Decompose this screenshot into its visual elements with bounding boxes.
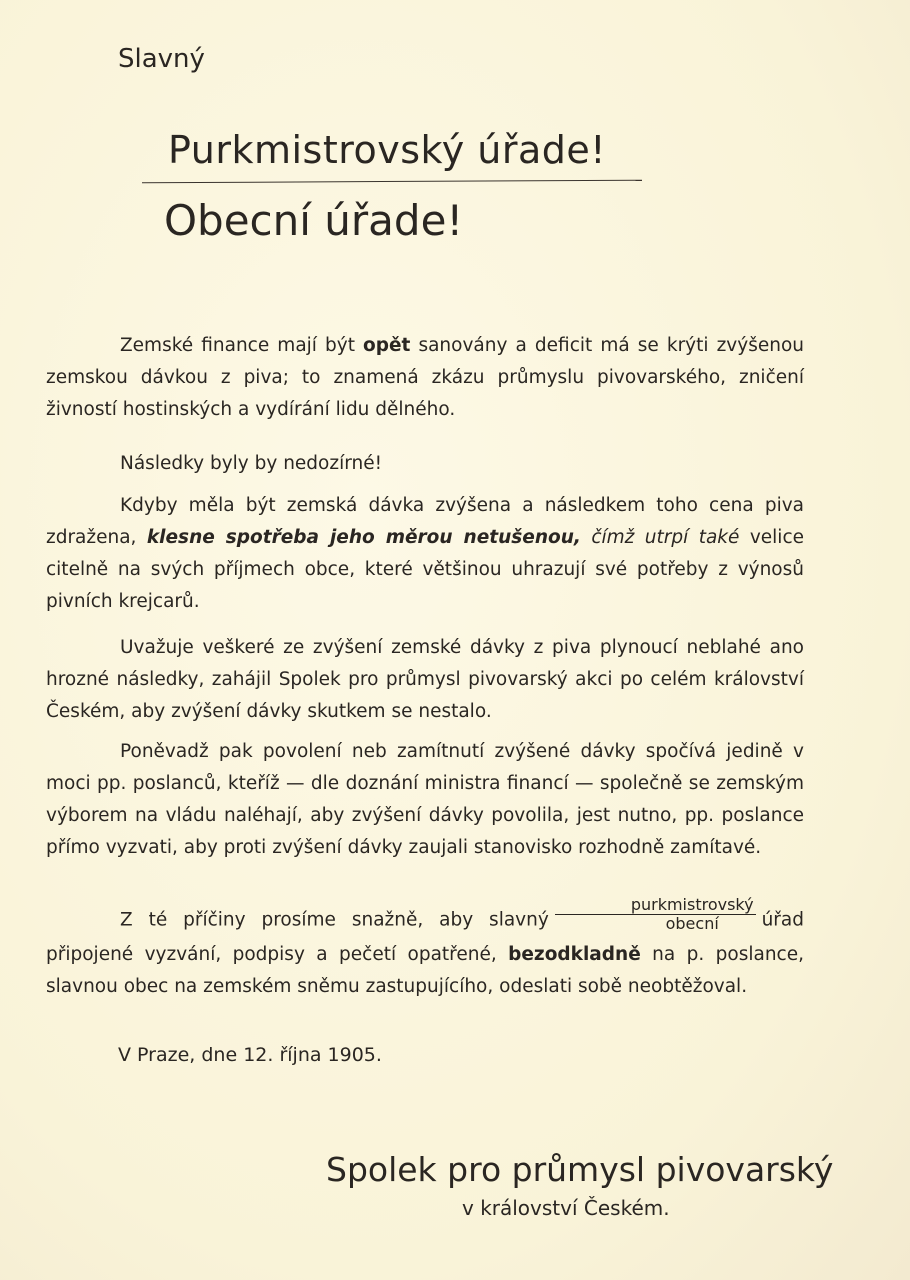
title-divider (142, 180, 642, 184)
p6-text-a: Z té příčiny prosíme snažně, aby slavný (120, 909, 549, 931)
fraction-numerator: purkmistrovský (555, 896, 756, 915)
p3-italic: čímž utrpí také (580, 527, 750, 548)
title-obecni: Obecní úřade! (164, 196, 464, 245)
p1-text-a: Zemské finance mají být (120, 335, 364, 356)
p3-text-d: velice citelně na svých příjmech obce, které většinou uhrazují své potřeby z výnosů pivních krejcarů. (46, 527, 804, 612)
salutation: Slavný (118, 44, 205, 74)
p5-text: Poněvadž pak povolení neb zamítnutí zvýšené dávky spočívá jedině v moci pp. poslanců, kteříž — dle doznání ministra financí — společně se zemským výborem na vládu naléhají, aby zvýšení dávky povolila, jest nutno, pp. poslance přímo vyzvati, aby proti zvýšení dávky zaujali stanovisko rozhodně zamítavé. (46, 741, 804, 858)
signature-organization: Spolek pro průmysl pivovarský (326, 1150, 834, 1189)
p1-emphasis: opět (363, 335, 411, 356)
paragraph-5 (46, 736, 804, 864)
paragraph-1 (46, 330, 804, 426)
p3-text-a: Kdyby měla být zemská dávka zvýšena a následkem toho cena piva zdražena, (46, 495, 804, 548)
p1-text-c: sanovány a deficit má se krýti zvýšenou zemskou dávkou z piva; to znamená zkázu průmyslu pivovarského, zničení živností hostinských a vydírání lidu dělného. (46, 335, 804, 420)
p6-text-b: úřad připojené vyzvání, podpisy a pečetí opatřené, (46, 909, 804, 965)
fraction-denominator: obecní (665, 914, 719, 933)
p4-text: Uvažuje veškeré ze zvýšení zemské dávky z piva plynoucí neblahé ano hrozné následky, zahájil Spolek pro průmysl pivovarský akci po celém království Českém, aby zvýšení dávky skutkem se nestalo. (46, 637, 804, 722)
p2-text: Následky byly by nedozírné! (120, 453, 383, 474)
p6-emphasis: bezodkladně (508, 944, 641, 965)
p3-emphasis: klesne spotřeba jeho měrou netušenou, (146, 527, 581, 548)
date-line: V Praze, dne 12. října 1905. (118, 1044, 382, 1066)
paragraph-6 (46, 895, 804, 1003)
p6-text-d: na p. poslance, slavnou obec na zemském sněmu zastupujícího, odeslati sobě neobtěžoval. (46, 944, 804, 997)
signature-location: v království Českém. (462, 1196, 670, 1220)
paragraph-4 (46, 632, 804, 728)
office-fraction (555, 896, 756, 933)
title-purkmistrovsky: Purkmistrovský úřade! (168, 128, 606, 172)
paragraph-2 (46, 448, 804, 480)
paragraph-3 (46, 490, 804, 618)
